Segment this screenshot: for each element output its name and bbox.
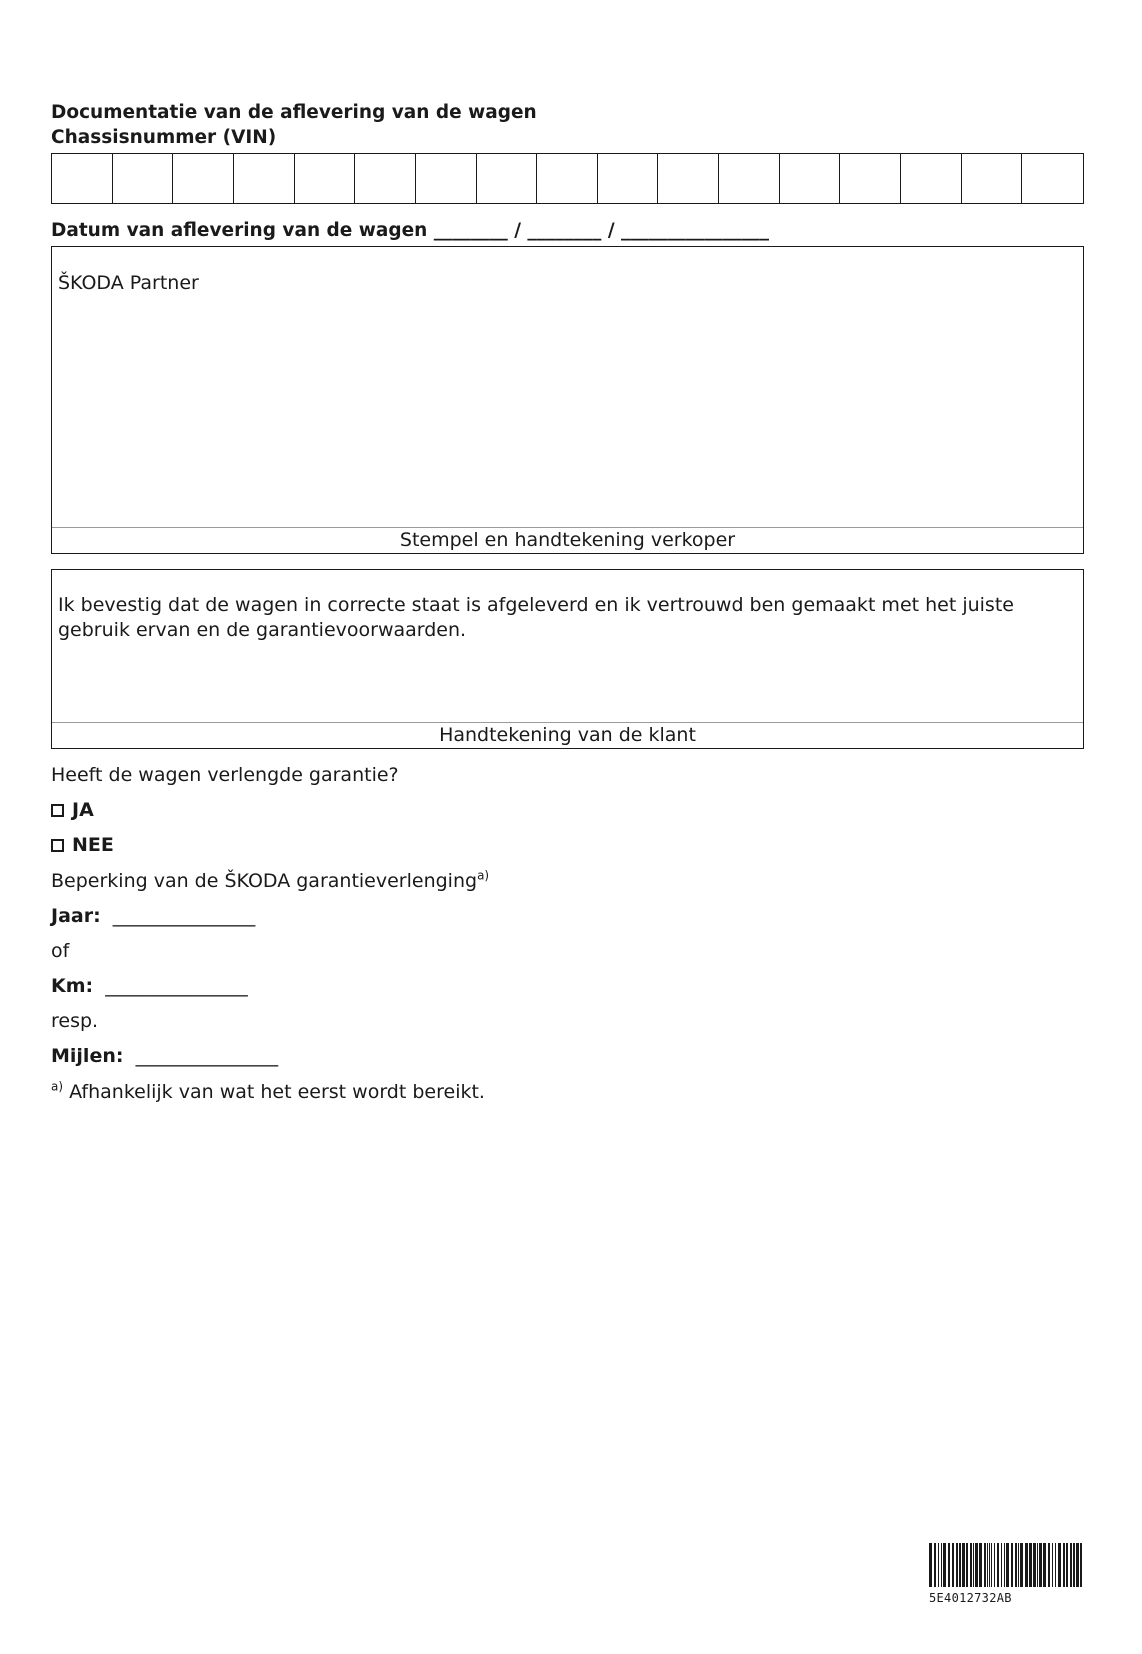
option-ja[interactable] xyxy=(51,797,94,823)
barcode-icon xyxy=(929,1543,1084,1587)
resp-text: resp. xyxy=(51,1010,99,1032)
vin-cell[interactable] xyxy=(962,154,1023,203)
vin-cell[interactable] xyxy=(355,154,416,203)
footnote xyxy=(51,1079,485,1105)
option-nee[interactable] xyxy=(51,832,114,858)
checkbox-icon[interactable] xyxy=(51,804,64,817)
vin-cell[interactable] xyxy=(780,154,841,203)
vin-cell[interactable] xyxy=(719,154,780,203)
years-row xyxy=(51,903,255,929)
vin-cell[interactable] xyxy=(658,154,719,203)
customer-statement: Ik bevestig dat de wagen in correcte staat is afgeleverd en ik vertrouwd ben gemaakt met het juiste gebruik ervan en de garantievoorwaarden. xyxy=(58,594,1014,641)
checkbox-icon[interactable] xyxy=(51,839,64,852)
footnote-text: Afhankelijk van wat het eerst wordt bereikt. xyxy=(69,1081,485,1103)
years-field[interactable]: _______________ xyxy=(112,905,256,927)
vin-cell[interactable] xyxy=(840,154,901,203)
km-row xyxy=(51,973,248,999)
warranty-limit-heading xyxy=(51,868,489,894)
dealer-box-title: ŠKODA Partner xyxy=(58,272,199,294)
vin-label: Chassisnummer (VIN) xyxy=(51,127,277,148)
option-nee-label: NEE xyxy=(72,834,114,856)
delivery-date-label: Datum van aflevering van de wagen ________ / ________ / ________________ xyxy=(51,220,770,241)
miles-field[interactable]: _______________ xyxy=(135,1045,279,1067)
warranty-question: Heeft de wagen verlengde garantie? xyxy=(51,764,399,786)
vin-cell[interactable] xyxy=(234,154,295,203)
customer-signature-box[interactable] xyxy=(51,569,1084,749)
vin-cell[interactable] xyxy=(537,154,598,203)
dealer-stamp-box[interactable] xyxy=(51,246,1084,554)
footnote-marker: a) xyxy=(477,868,490,883)
vin-cell[interactable] xyxy=(295,154,356,203)
vin-cell[interactable] xyxy=(113,154,174,203)
option-ja-label: JA xyxy=(72,799,94,821)
vin-cell[interactable] xyxy=(416,154,477,203)
dealer-signature-caption: Stempel en handtekening verkoper xyxy=(52,527,1083,553)
vin-cell[interactable] xyxy=(598,154,659,203)
years-label: Jaar: xyxy=(51,905,101,927)
miles-label: Mijlen: xyxy=(51,1045,124,1067)
vin-cell[interactable] xyxy=(52,154,113,203)
vin-cell[interactable] xyxy=(901,154,962,203)
vin-cell[interactable] xyxy=(1022,154,1083,203)
vin-cell[interactable] xyxy=(477,154,538,203)
customer-signature-caption: Handtekening van de klant xyxy=(52,722,1083,748)
warranty-limit-label: Beperking van de ŠKODA garantieverlenging xyxy=(51,870,478,892)
page-title: Documentatie van de aflevering van de wagen xyxy=(51,102,537,123)
footnote-marker: a) xyxy=(51,1079,64,1094)
miles-row xyxy=(51,1043,278,1069)
or-text: of xyxy=(51,940,70,962)
vin-input-grid[interactable] xyxy=(51,153,1084,204)
vin-cell[interactable] xyxy=(173,154,234,203)
barcode-code: 5E4012732AB xyxy=(929,1591,1012,1605)
km-label: Km: xyxy=(51,975,94,997)
km-field[interactable]: _______________ xyxy=(105,975,248,997)
